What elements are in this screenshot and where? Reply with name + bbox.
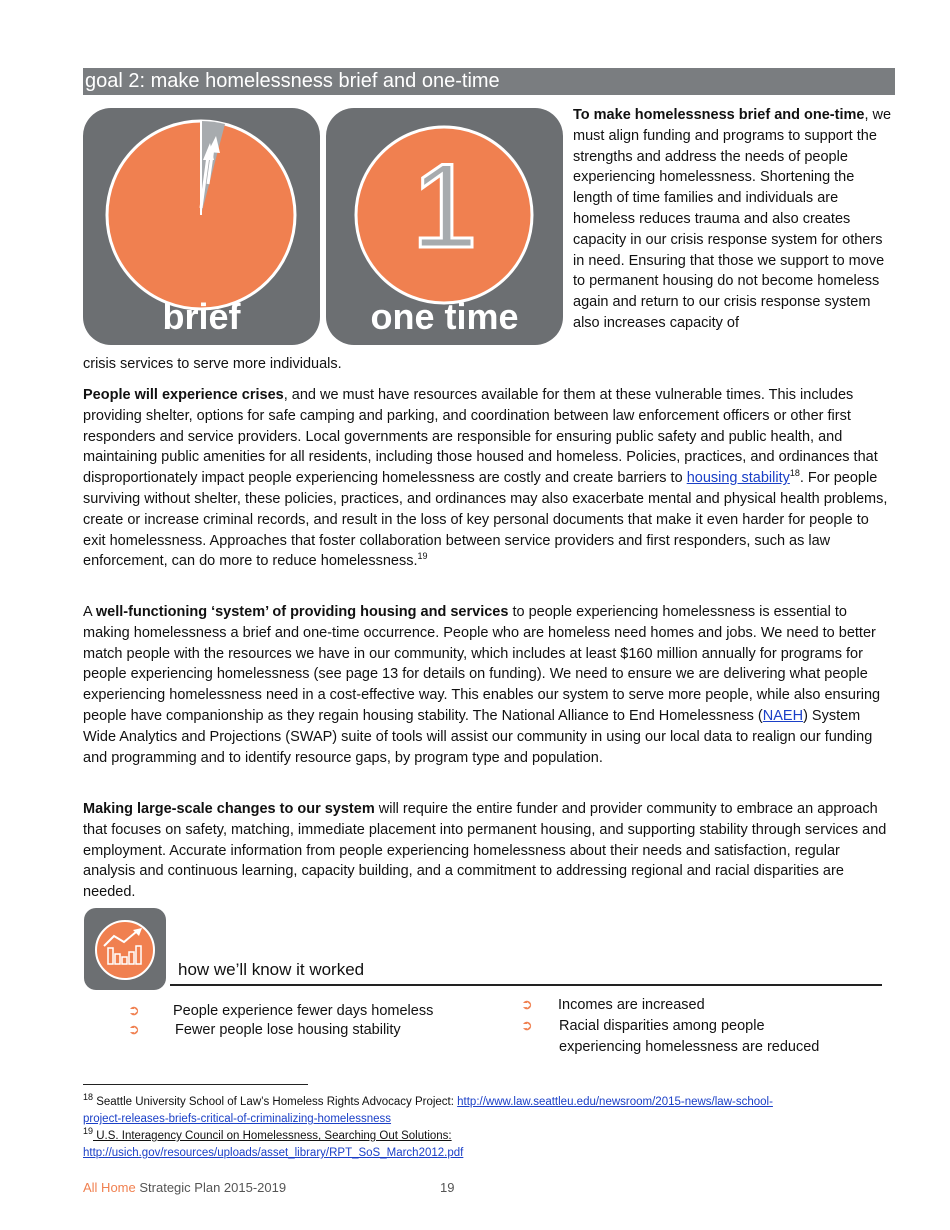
footnote-19 xyxy=(83,1128,883,1162)
footnote-19-text: U.S. Interagency Council on Homelessness, Searching Out Solutions: xyxy=(93,1130,452,1142)
one-numeral: 1 xyxy=(411,139,478,273)
kpi-bullet-right-1: Incomes are increased xyxy=(558,997,705,1013)
footnote-ref-18: 18 xyxy=(789,468,800,479)
intro-bold: To make homelessness brief and one-time xyxy=(573,107,865,123)
housing-stability-link[interactable]: housing stability xyxy=(686,470,790,487)
footnote-18 xyxy=(83,1094,883,1128)
footnote-19-link[interactable]: http://usich.gov/resources/uploads/asset_library/RPT_SoS_March2012.pdf xyxy=(83,1147,464,1159)
footnote-ref-19: 19 xyxy=(417,551,428,562)
para3-text: will require the entire funder and provider community to embrace an approach that focuses on safety, matching, immediate placement into permanent housing, and supporting stability through services and employment. Accurate information from people experiencing homelessness about their needs and satisfaction, regular analysis and continuous learning, capacity building, and a commitment to addressing regional and racial disparities are needed. xyxy=(83,801,887,901)
footnote-18-link-cont[interactable]: project-releases-briefs-critical-of-criminalizing-homelessness xyxy=(83,1113,392,1125)
arrow-bullet-icon: ➲ xyxy=(521,1017,533,1033)
footnote-18-text: Seattle University School of Law’s Homeless Rights Advocacy Project: xyxy=(93,1096,458,1108)
para3-bold: Making large-scale changes to our system xyxy=(83,801,375,817)
intro-text: , we must align funding and programs to support the strengths and address the needs of people experiencing homelessness. Shortening the length of time families and individuals are homeless reduces trauma and also creates capacity in our crisis response system for others in need. Ensuring that those we support to move to permanent housing do not become homeless again and return to our crisis response system also increases capacity of xyxy=(573,107,892,331)
brief-tile xyxy=(83,108,320,345)
paragraph-crises xyxy=(83,385,895,572)
footnote-19-number: 19 xyxy=(83,1126,94,1137)
footer-org: All Home xyxy=(83,1180,136,1195)
para1-text-a: , and we must have resources available for them at these vulnerable times. This includes providing shelter, options for safe camping and parking, and coordination between law enforcement officers or other first responders and service providers. Local governments are responsible for ensuring public safety and public health, and maintaining public amenities for all residents, including those housed and homeless. Policies, practices, and ordinances that disproportionately impact people experiencing homelessness are costly and create barriers to xyxy=(83,387,878,487)
para2-lead: A xyxy=(83,604,96,620)
footnote-divider xyxy=(83,1084,308,1085)
kpi-title: how we’ll know it worked xyxy=(178,960,365,979)
kpi-divider xyxy=(170,984,882,986)
intro-paragraph xyxy=(573,105,893,334)
goal-banner: goal 2: make homelessness brief and one-time xyxy=(83,68,895,95)
one-time-label: one time xyxy=(370,296,519,337)
footnote-18-number: 18 xyxy=(83,1092,94,1103)
para1-text-b: . For people surviving without shelter, these policies, practices, and ordinances may also exacerbate mental and physical health problems, create or increase criminal records, and result in the loss of key personal documents that make it even harder for people to exit homelessness. Approaches that foster collaboration between service providers and first responders, such as law enforcement, can do more to reduce homelessness. xyxy=(83,470,888,570)
para2-text-a: to people experiencing homelessness is essential to making homelessness a brief and one-time occurrence. People who are homeless need homes and jobs. We need to better match people with the resources we have in our community, which includes at least $160 million annually for programs for people experiencing homelessness (see page 13 for details on funding). We need to ensure we are delivering what people experiencing homelessness need in a cost-effective way. This enables our system to serve more people, while also ensuring people have companionship as they regain housing stability. The National Alliance to End Homelessness ( xyxy=(83,604,881,724)
footnote-18-link[interactable]: http://www.law.seattleu.edu/newsroom/2015-news/law-school- xyxy=(457,1096,773,1108)
para1-bold: People will experience crises xyxy=(83,387,284,403)
kpi-bullet-left-1: People experience fewer days homeless xyxy=(173,1003,434,1019)
metrics-chart-icon xyxy=(84,908,166,990)
footer-title xyxy=(83,1180,286,1195)
paragraph-system xyxy=(83,602,895,768)
arrow-bullet-icon: ➲ xyxy=(521,996,533,1012)
kpi-bullet-right-2a: Racial disparities among people xyxy=(559,1018,765,1034)
page-number: 19 xyxy=(440,1180,455,1195)
one-time-tile xyxy=(326,108,563,345)
naeh-link[interactable]: NAEH xyxy=(762,707,804,724)
arrow-bullet-icon: ➲ xyxy=(128,1002,140,1018)
para2-text-b: ) System Wide Analytics and Projections (SWAP) suite of tools will assist our community in using our local data to realign our funding and programming and to identify resource gaps, by program type and population. xyxy=(83,707,873,766)
para2-bold: well-functioning ‘system’ of providing housing and services xyxy=(95,604,509,620)
kpi-bullet-left-2: Fewer people lose housing stability xyxy=(175,1022,401,1038)
paragraph-changes xyxy=(83,799,895,903)
arrow-bullet-icon: ➲ xyxy=(128,1021,140,1037)
footer-doc: Strategic Plan 2015-2019 xyxy=(135,1180,287,1195)
brief-label: brief xyxy=(162,296,241,337)
intro-continuation: crisis services to serve more individuals. xyxy=(83,356,342,372)
kpi-bullet-right-2b: experiencing homelessness are reduced xyxy=(559,1039,820,1055)
